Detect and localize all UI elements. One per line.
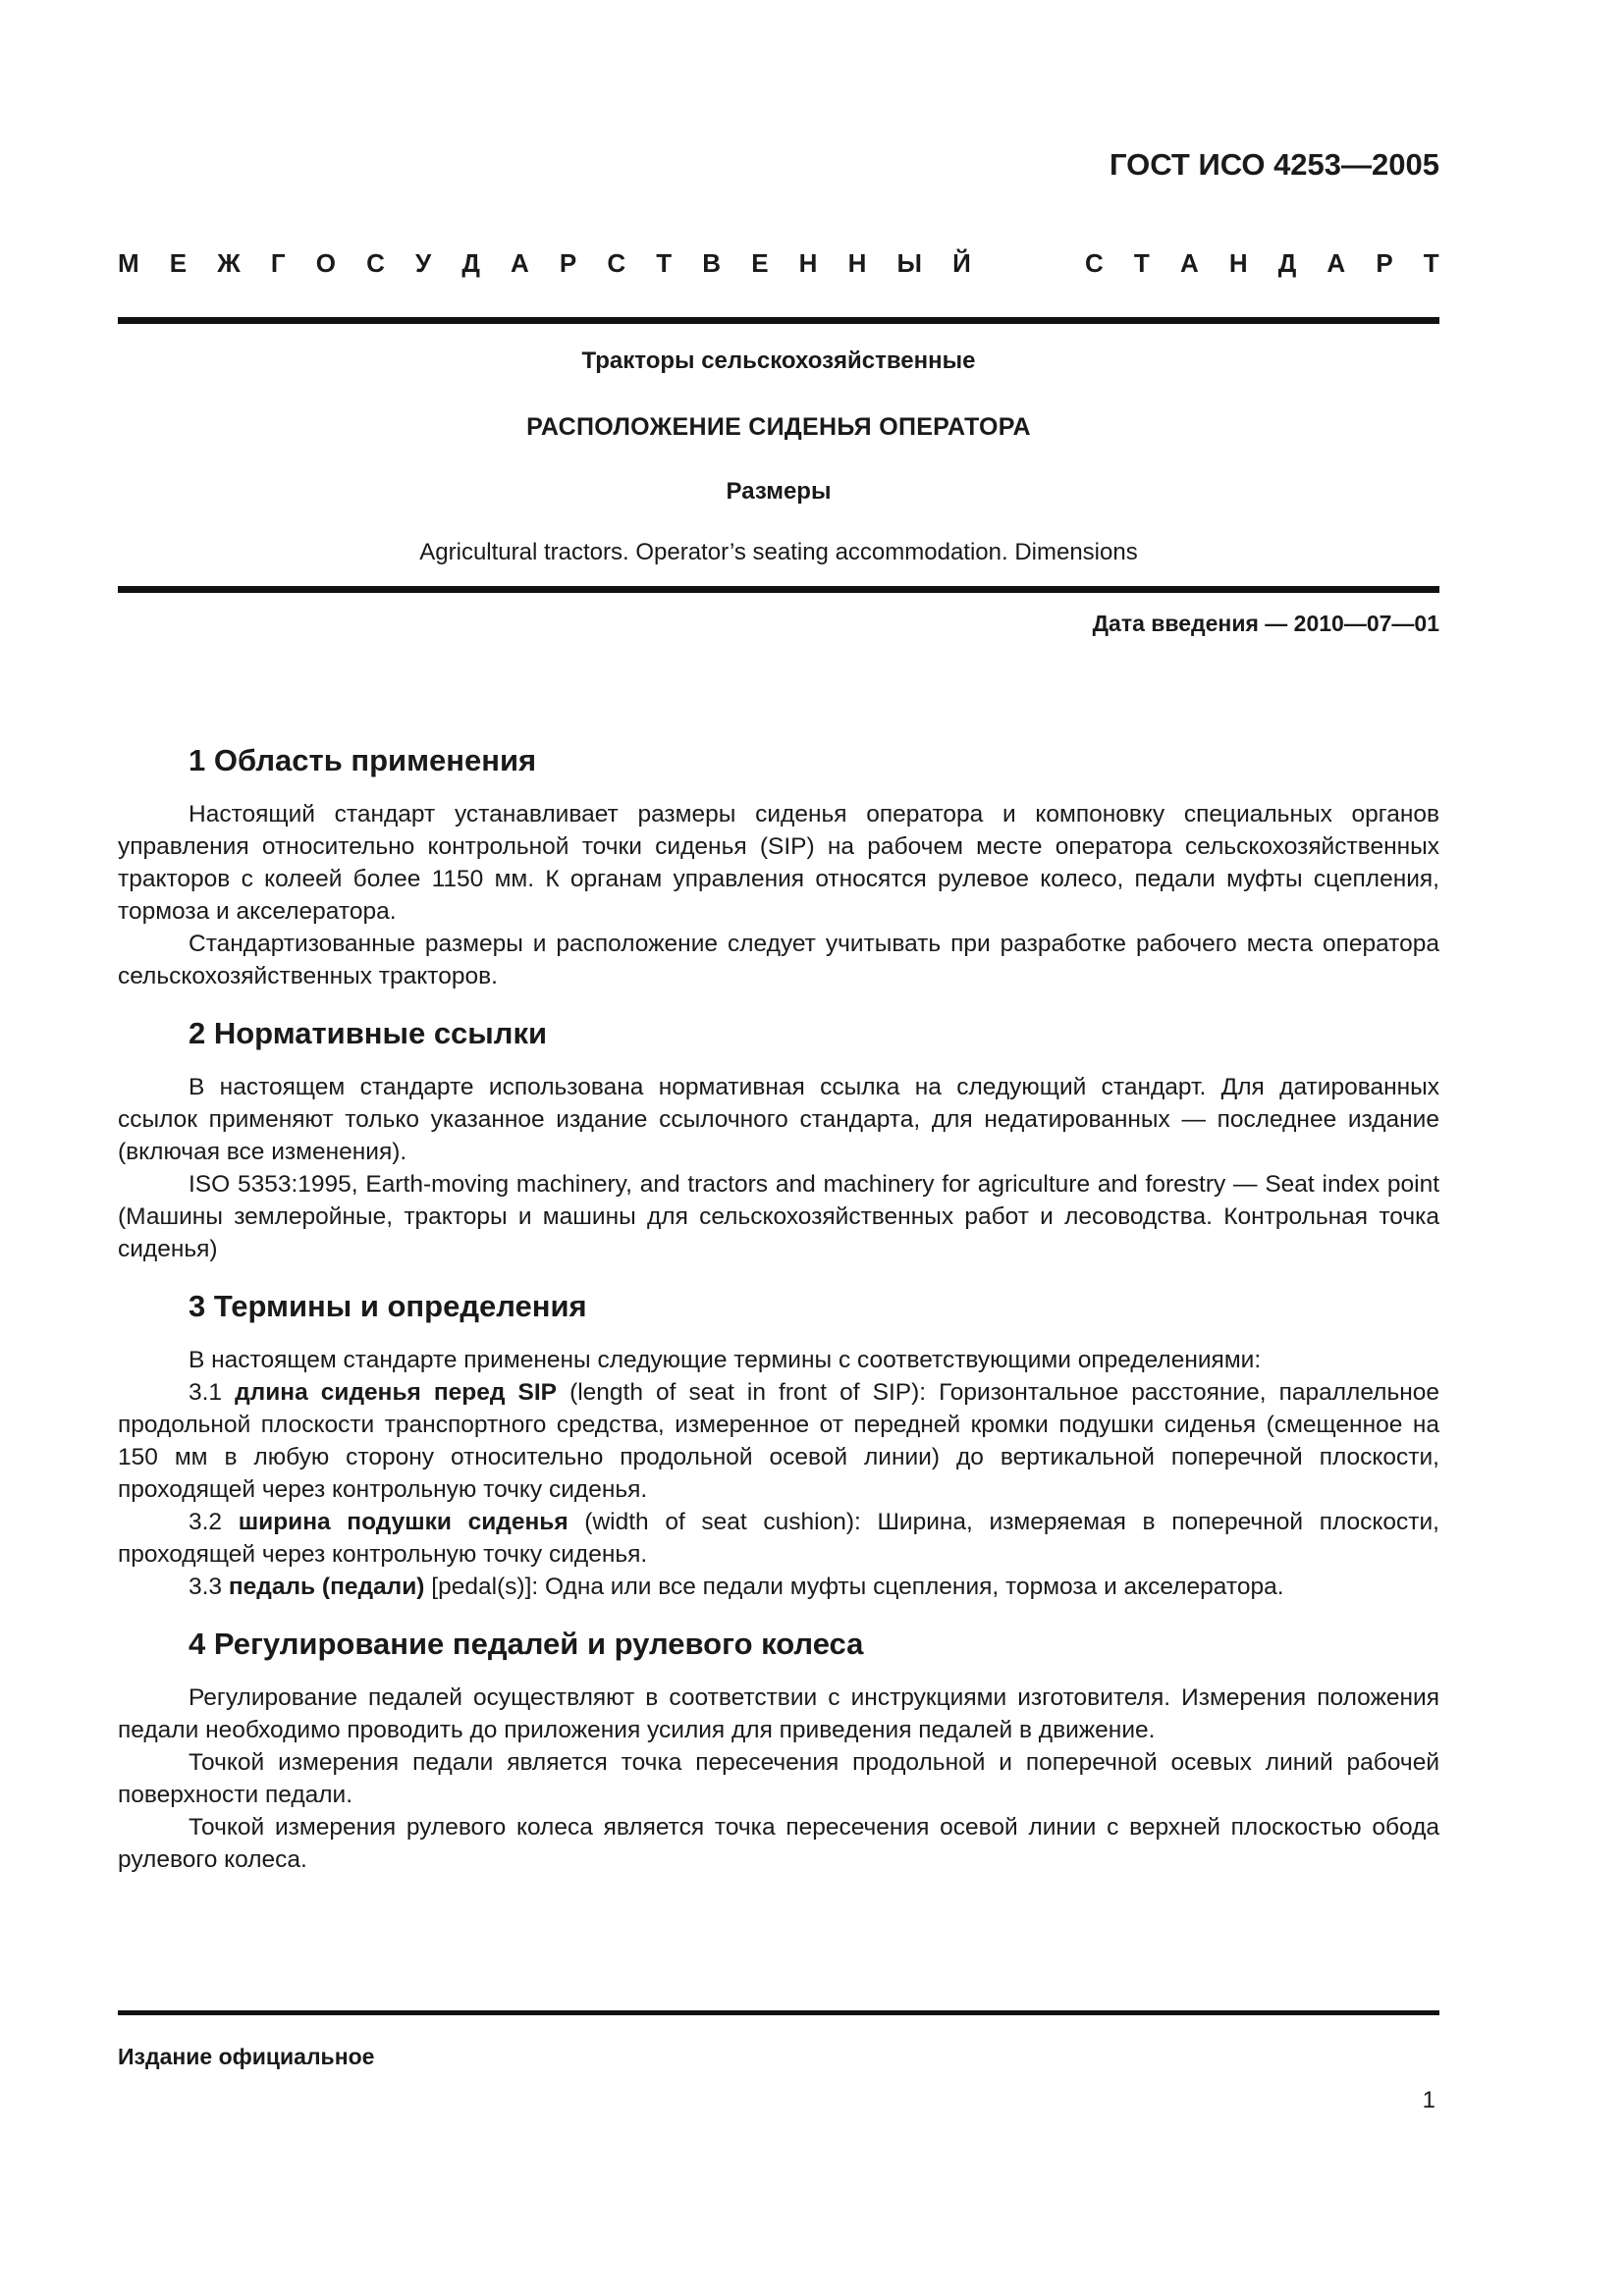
banner-letter: Т xyxy=(656,248,673,278)
introduction-date: Дата введения — 2010—07—01 xyxy=(1092,611,1439,636)
document-page xyxy=(118,0,1439,2296)
banner-letter: С xyxy=(1085,248,1104,278)
banner-letter: Т xyxy=(1423,248,1439,278)
term-text: (length of seat in front of SIP): Горизонтальное расстояние, параллельное продольной плоскости транспортного средства, измеренное от передней кромки подушки сиденья (смещенное на 150 мм в любую сторону относительно продольной осевой линии) до вертикальной поперечной плоскости, проходящей через контрольную точку сиденья. xyxy=(118,1379,1439,1503)
banner-letter: А xyxy=(1179,248,1199,278)
term-number: 3.1 xyxy=(189,1379,236,1406)
paragraph: ISO 5353:1995, Earth-moving machinery, and tractors and machinery for agriculture and forestry — Seat index point (Машины землеройные, тракторы и машины для сельскохозяйственных работ и лесоводства. Контрольная точка сиденья) xyxy=(118,1171,1439,1262)
term-number: 3.3 xyxy=(189,1574,229,1600)
banner-letter: Д xyxy=(1277,248,1297,278)
banner-letter: М xyxy=(118,248,139,278)
banner-letter: Г xyxy=(270,248,286,278)
banner-letter: С xyxy=(607,248,626,278)
term-number: 3.2 xyxy=(189,1509,239,1535)
paragraph: В настоящем стандарте применены следующие термины с соответствующими определениями: xyxy=(189,1347,1262,1373)
banner-letter: Е xyxy=(169,248,188,278)
term-name: длина сиденья перед SIP xyxy=(235,1379,557,1406)
section-normative-references xyxy=(118,1014,1439,1265)
interstate-standard-banner xyxy=(118,248,1439,279)
term-definition xyxy=(118,1571,1439,1603)
paragraph: Точкой измерения рулевого колеса является точка пересечения осевой линии с верхней плоскостью обода рулевого колеса. xyxy=(118,1814,1439,1873)
title-rule xyxy=(118,586,1439,593)
document-body xyxy=(118,741,1439,1897)
banner-letter: Н xyxy=(1228,248,1248,278)
banner-letter: Ы xyxy=(896,248,922,278)
paragraph: Точкой измерения педали является точка пересечения продольной и поперечной осевых линий рабочей поверхности педали. xyxy=(118,1749,1439,1808)
banner-letter: Н xyxy=(847,248,867,278)
banner-letter: Ж xyxy=(217,248,241,278)
section-heading: 4 Регулирование педалей и рулевого колеса xyxy=(189,1627,864,1661)
edition-label: Издание официальное xyxy=(118,2044,375,2069)
banner-letter: Й xyxy=(952,248,971,278)
header-rule xyxy=(118,317,1439,324)
banner-letter: В xyxy=(702,248,722,278)
banner-letter: Р xyxy=(559,248,577,278)
section-terms-definitions xyxy=(118,1287,1439,1603)
section-heading: 3 Термины и определения xyxy=(189,1289,587,1323)
title-main: РАСПОЛОЖЕНИЕ СИДЕНЬЯ ОПЕРАТОРА xyxy=(526,413,1031,441)
page-number: 1 xyxy=(1422,2087,1435,2113)
term-definition xyxy=(118,1376,1439,1506)
banner-letter: О xyxy=(315,248,336,278)
title-sub: Размеры xyxy=(726,478,832,505)
banner-letter: Т xyxy=(1133,248,1150,278)
term-definition xyxy=(118,1506,1439,1571)
paragraph: В настоящем стандарте использована нормативная ссылка на следующий стандарт. Для датированных ссылок применяют только указанное издание ссылочного стандарта, для недатированных — последнее издание (включая все изменения). xyxy=(118,1074,1439,1165)
section-heading: 2 Нормативные ссылки xyxy=(189,1016,548,1050)
section-adjustment xyxy=(118,1625,1439,1876)
paragraph: Регулирование педалей осуществляют в соответствии с инструкциями изготовителя. Измерения положения педали необходимо проводить до приложения усилия для приведения педалей в движение. xyxy=(118,1684,1439,1743)
banner-letter: Р xyxy=(1376,248,1393,278)
term-text: [pedal(s)]: Одна или все педали муфты сцепления, тормоза и акселератора. xyxy=(424,1574,1284,1600)
banner-letter: А xyxy=(511,248,529,278)
banner-letter: Е xyxy=(751,248,769,278)
footer-rule xyxy=(118,2010,1439,2015)
banner-letter: Н xyxy=(798,248,818,278)
banner-letter: У xyxy=(415,248,432,278)
paragraph: Настоящий стандарт устанавливает размеры сиденья оператора и компоновку специальных органов управления относительно контрольной точки сиденья (SIP) на рабочем месте оператора сельскохозяйственных тракторов с колеей более 1150 мм. К органам управления относятся рулевое колесо, педали муфты сцепления, тормоза и акселератора. xyxy=(118,801,1439,925)
banner-letter: А xyxy=(1326,248,1346,278)
term-text: (width of seat cushion): Ширина, измеряемая в поперечной плоскости, проходящей через контрольную точку сиденья. xyxy=(118,1509,1439,1568)
banner-letter: Д xyxy=(461,248,480,278)
title-english: Agricultural tractors. Operator’s seating accommodation. Dimensions xyxy=(419,539,1138,565)
banner-letter: С xyxy=(366,248,385,278)
paragraph: Стандартизованные размеры и расположение следует учитывать при разработке рабочего места оператора сельскохозяйственных тракторов. xyxy=(118,931,1439,989)
term-name: ширина подушки сиденья xyxy=(238,1509,568,1535)
title-subject: Тракторы сельскохозяйственные xyxy=(581,347,976,374)
document-code: ГОСТ ИСО 4253—2005 xyxy=(1110,147,1439,182)
section-heading: 1 Область применения xyxy=(189,743,537,777)
section-scope xyxy=(118,741,1439,992)
term-name: педаль (педали) xyxy=(228,1574,425,1600)
